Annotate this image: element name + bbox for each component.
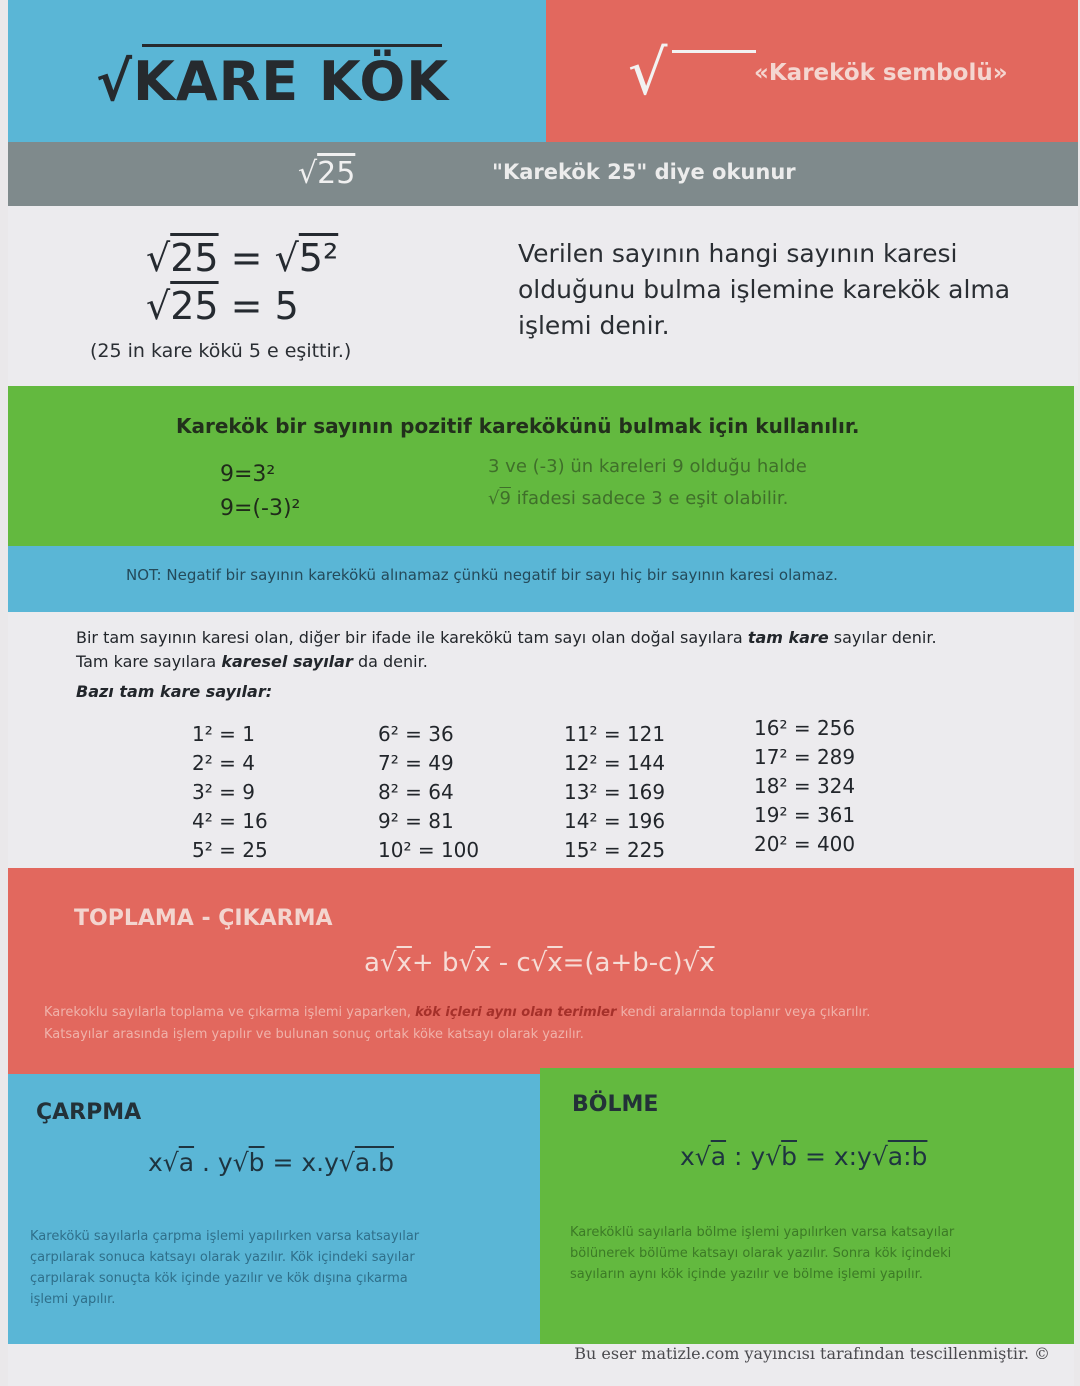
- title-text: KARE KÖK: [133, 50, 450, 113]
- perfect-squares-panel: [8, 612, 1074, 878]
- formula-part: - c: [490, 948, 531, 978]
- square-item: 6² = 36: [378, 722, 454, 746]
- squares-column-1: [192, 720, 268, 865]
- division-panel: [540, 1068, 1074, 1344]
- addition-desc-a: Karekoklu sayılarla toplama ve çıkarma işlemi yaparken,: [44, 1005, 416, 1020]
- addition-title: TOPLAMA - ÇIKARMA: [74, 906, 333, 931]
- multiplication-desc-line: Karekökü sayılarla çarpma işlemi yapılırken varsa katsayılar: [30, 1229, 420, 1244]
- division-title: BÖLME: [572, 1092, 659, 1117]
- formula-radicand: b: [781, 1142, 797, 1171]
- positive-root-panel: [8, 386, 1074, 546]
- division-description: [570, 1222, 954, 1285]
- formula-part: : y: [726, 1142, 766, 1171]
- green-eq-2: 9=(-3)²: [220, 496, 301, 521]
- square-item: 15² = 225: [564, 838, 666, 862]
- square-item: 10² = 100: [378, 838, 480, 862]
- radical-symbol-icon: √: [628, 36, 668, 109]
- eq2-right: 5: [274, 284, 299, 328]
- eq1-right: 5²: [298, 236, 339, 280]
- division-desc-line: sayıların aynı kök içinde yazılır ve bölme işlemi yapılır.: [570, 1267, 923, 1282]
- formula-radicand: a.b: [354, 1148, 394, 1177]
- radical-bar: [142, 44, 442, 47]
- addition-desc-c: kendi aralarında toplanır veya çıkarılır.: [616, 1005, 871, 1020]
- radical-sign-icon: √: [96, 50, 134, 113]
- multiplication-desc-line: çarpılarak sonuçta kök içinde yazılır ve kök dışına çıkarma: [30, 1271, 408, 1286]
- symbol-label: «Karekök sembolü»: [754, 60, 1008, 86]
- green-note-2: √9 ifadesi sadece 3 e eşit olabilir.: [488, 488, 789, 509]
- square-item: 13² = 169: [564, 780, 666, 804]
- green-note-1: 3 ve (-3) ün kareleri 9 olduğu halde: [488, 456, 807, 477]
- division-desc-line: Kareköklü sayılarla bölme işlemi yapılırken varsa katsayılar: [570, 1225, 955, 1240]
- formula-radicand: b: [248, 1148, 265, 1177]
- negative-note-band: [8, 546, 1074, 612]
- para-term-karesel: karesel sayılar: [221, 652, 353, 671]
- equation-2: √25 = 5: [146, 284, 299, 328]
- para-term-tam-kare: tam kare: [747, 628, 829, 647]
- formula-part: = x:y: [797, 1142, 872, 1171]
- example-reading: "Karekök 25" diye okunur: [492, 160, 796, 184]
- title-panel: [8, 0, 546, 146]
- formula-radicand: a: [178, 1148, 195, 1177]
- squares-column-3: [564, 720, 665, 865]
- square-item: 19² = 361: [754, 803, 856, 827]
- formula-part: . y: [194, 1148, 233, 1177]
- para-line2-a: Tam kare sayılara: [76, 652, 222, 671]
- formula-radicand: a: [710, 1142, 727, 1171]
- multiplication-panel: [8, 1074, 546, 1344]
- square-item: 4² = 16: [192, 809, 268, 833]
- para-line1-a: Bir tam sayının karesi olan, diğer bir ifade ile karekökü tam sayı olan doğal sayılara: [76, 628, 748, 647]
- positive-root-heading: Karekök bir sayının pozitif karekökünü bulmak için kullanılır.: [176, 414, 860, 438]
- square-item: 3² = 9: [192, 780, 255, 804]
- addition-desc-2: Katsayılar arasında işlem yapılır ve bulunan sonuç ortak köke katsayı olarak yazılır.: [44, 1027, 584, 1042]
- addition-formula: a√x+ b√x - c√x=(a+b-c)√x: [364, 948, 715, 978]
- division-formula: x√a : y√b = x:y√a:b: [680, 1142, 928, 1171]
- square-item: 14² = 196: [564, 809, 666, 833]
- formula-part: a: [364, 948, 380, 978]
- square-item: 9² = 81: [378, 809, 454, 833]
- squares-list-title: Bazı tam kare sayılar:: [76, 682, 273, 701]
- multiplication-desc-line: işlemi yapılır.: [30, 1292, 116, 1307]
- squares-column-2: [378, 720, 479, 865]
- square-item: 11² = 121: [564, 722, 666, 746]
- square-item: 18² = 324: [754, 774, 856, 798]
- square-item: 12² = 144: [564, 751, 666, 775]
- green-note-2-text: ifadesi sadece 3 e eşit olabilir.: [510, 488, 789, 509]
- square-item: 5² = 25: [192, 838, 268, 862]
- green-note-radicand: 9: [499, 488, 511, 509]
- formula-part: x: [148, 1148, 163, 1177]
- green-eq-1: 9=3²: [220, 462, 276, 487]
- square-item: 2² = 4: [192, 751, 255, 775]
- copyright-text: Bu eser matizle.com yayıncısı tarafından tescillenmiştir. ©: [574, 1344, 1050, 1363]
- equation-note: (25 in kare kökü 5 e eşittir.): [90, 340, 352, 362]
- square-item: 16² = 256: [754, 716, 856, 740]
- para-line2-c: da denir.: [352, 652, 428, 671]
- division-desc-line: bölünerek bölüme katsayı olarak yazılır. Sonra kök içindeki: [570, 1246, 952, 1261]
- formula-part: + b: [411, 948, 459, 978]
- eq1-left: 25: [170, 236, 219, 280]
- para-line1-c: sayılar denir.: [828, 628, 937, 647]
- formula-radicand: x: [699, 948, 715, 978]
- definition-panel: [8, 206, 1078, 386]
- formula-part: =(a+b-c): [562, 948, 683, 978]
- formula-radicand: x: [475, 948, 491, 978]
- negative-note: NOT: Negatif bir sayının karekökü alınamaz çünkü negatif bir sayı hiç bir sayının karesi olamaz.: [126, 566, 838, 584]
- formula-radicand: x: [547, 948, 563, 978]
- addition-panel: [8, 868, 1074, 1074]
- formula-radicand: a:b: [887, 1142, 928, 1171]
- square-item: 8² = 64: [378, 780, 454, 804]
- squares-column-4: [754, 714, 855, 859]
- reading-band: [8, 142, 1078, 206]
- formula-part: = x.y: [264, 1148, 339, 1177]
- multiplication-formula: x√a . y√b = x.y√a.b: [148, 1148, 394, 1177]
- addition-desc-emphasis: kök içleri aynı olan terimler: [415, 1005, 617, 1020]
- radical-bar: [672, 50, 756, 53]
- eq2-left: 25: [170, 284, 219, 328]
- multiplication-desc-line: çarpılarak sonuca katsayı olarak yazılır. Kök içindeki sayılar: [30, 1250, 415, 1265]
- square-item: 17² = 289: [754, 745, 856, 769]
- square-item: 1² = 1: [192, 722, 255, 746]
- square-item: 7² = 49: [378, 751, 454, 775]
- multiplication-description: [30, 1226, 419, 1310]
- formula-part: x: [680, 1142, 695, 1171]
- formula-radicand: x: [396, 948, 412, 978]
- perfect-squares-paragraph: [76, 626, 937, 674]
- symbol-panel: [546, 0, 1078, 142]
- example-root: √25: [298, 156, 356, 191]
- example-radicand: 25: [317, 156, 356, 191]
- poster-title: [96, 50, 449, 113]
- equation-1: √25 = √5²: [146, 236, 339, 280]
- definition-text: Verilen sayının hangi sayının karesi olduğunu bulma işlemine karekök alma işlemi denir.: [518, 239, 1011, 340]
- footer: [8, 1344, 1074, 1386]
- addition-description: [44, 1002, 870, 1046]
- square-item: 20² = 400: [754, 832, 856, 856]
- multiplication-title: ÇARPMA: [36, 1100, 142, 1125]
